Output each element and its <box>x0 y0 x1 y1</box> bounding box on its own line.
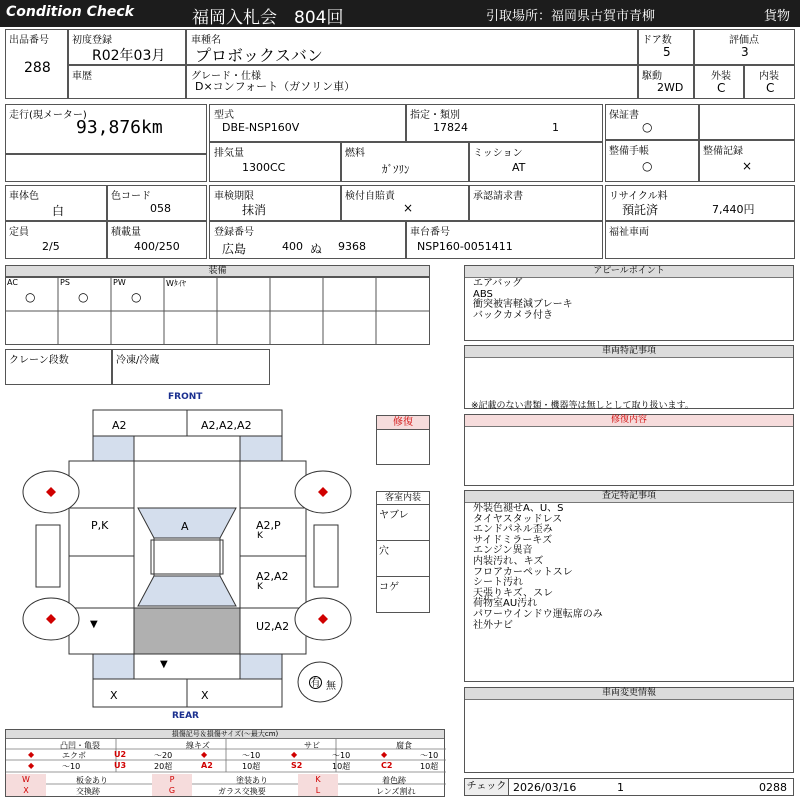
appeal-list <box>473 279 573 321</box>
spare-tire-no: 無 <box>326 681 336 692</box>
warranty-value: ○ <box>642 120 653 134</box>
car-diagram-shape <box>0 400 370 710</box>
mileage-label: 走行(現メーター) <box>9 110 87 121</box>
doors-label: ドア数 <box>642 35 672 46</box>
panel-right-front-door-sub: K <box>257 531 263 541</box>
inspection-expiry-value: 抹消 <box>242 203 267 217</box>
inspection-line: 荷物室AU汚れ <box>473 598 538 610</box>
interior-row-tear <box>377 505 429 541</box>
legend-rust-diamond-icon: ◆ <box>291 750 298 759</box>
plate-class: 400 <box>282 240 303 253</box>
legend-dent-c: ～10 <box>62 762 81 771</box>
color-value: 白 <box>52 204 65 218</box>
warranty-cell <box>605 104 699 140</box>
inspection-line: エンドパネル歪み <box>473 524 553 536</box>
recycle-fee: 7,440円 <box>712 203 755 216</box>
spare-tire-yes: 有 <box>310 678 321 689</box>
panel-right-front-door: A2,P <box>256 519 281 532</box>
equip-ac-label: AC <box>7 278 18 287</box>
warranty-extra-cell <box>699 104 795 140</box>
capacity-cell <box>5 221 107 259</box>
legend-code-key: X <box>6 785 46 796</box>
equip-ps-label: PS <box>60 278 70 287</box>
legend-panel <box>5 729 445 797</box>
name-cell <box>186 29 638 65</box>
legend-group-scratch: 線キズ <box>186 741 210 750</box>
interior-grade-label: 内装 <box>759 71 779 82</box>
grade-value: D×コンフォート（ガソリン車） <box>195 80 356 93</box>
legend-scratch-diamond-icon: ◆ <box>201 750 208 759</box>
mileage-value: 93,876km <box>76 117 163 138</box>
inspection-line: サイドミラーキズ <box>473 534 553 546</box>
capacity-label: 定員 <box>9 227 29 238</box>
vehicle-name: プロボックスバン <box>195 46 323 65</box>
legend-dent-b: ～20 <box>154 751 173 760</box>
welfare-cell <box>605 221 795 259</box>
displacement-value: 1300CC <box>242 161 286 174</box>
panel-right-rear-door: A2,A2 <box>256 570 289 583</box>
record-cell <box>699 140 795 182</box>
panel-right-rear-door-sub: K <box>257 582 263 592</box>
chassis-cell <box>406 221 603 259</box>
repair-detail-title: 修復内容 <box>465 415 793 427</box>
equip-ac-value: ○ <box>25 290 36 304</box>
legend-corrosion-code: C2 <box>381 761 393 770</box>
special-note: ※記載のない書類・機器等は無しとして取り扱います。 <box>471 401 694 411</box>
interior-row-burn-label: コゲ <box>379 582 399 593</box>
capacity-value: 2/5 <box>42 240 60 253</box>
model-value: DBE-NSP160V <box>222 121 300 134</box>
auction-title: 福岡入札会 804回 <box>192 8 344 28</box>
crane-cell <box>5 349 112 385</box>
legend-code-value: レンズ割れ <box>376 787 416 796</box>
plate-number: 9368 <box>338 240 366 253</box>
liability-value: × <box>403 201 414 215</box>
appeal-line: エアバッグ <box>473 278 523 289</box>
legend-scratch-code: A2 <box>201 761 213 770</box>
model-cell <box>209 104 406 142</box>
load-value: 400/250 <box>134 240 180 253</box>
inspection-line: 内装汚れ、キズ <box>473 555 544 567</box>
plate-label: 登録番号 <box>214 227 254 238</box>
legend-group-dent: 凸凹・亀裂 <box>60 741 100 750</box>
recycle-status: 預託済 <box>622 203 659 217</box>
displacement-label: 排気量 <box>214 148 244 159</box>
score-cell <box>694 29 795 65</box>
legend-dent-d: 20超 <box>154 762 173 771</box>
mission-value: AT <box>512 161 526 174</box>
load-label: 積載量 <box>111 227 141 238</box>
interior-grade-cell <box>744 65 795 99</box>
color-cell <box>5 185 107 221</box>
color-code-label: 色コード <box>111 191 151 202</box>
legend-code-value: 着色跡 <box>382 776 406 785</box>
legend-group-corrosion: 腐食 <box>396 741 412 750</box>
recycle-cell <box>605 185 795 221</box>
plate-cell <box>209 221 406 259</box>
legend-dent-code2: U3 <box>114 761 127 770</box>
grade-cell <box>186 65 638 99</box>
rear-label: REAR <box>172 711 199 721</box>
score-value: 3 <box>741 45 749 59</box>
check-number: 0288 <box>759 781 787 794</box>
lot-number: 288 <box>24 60 51 76</box>
legend-code-value: 交換跡 <box>76 787 100 796</box>
interior-row-hole <box>377 541 429 577</box>
fuel-value: ｶﾞｿﾘﾝ <box>382 163 410 176</box>
name-label: 車種名 <box>191 35 221 46</box>
equipment-title: 装備 <box>5 265 430 277</box>
legend-rust-d: 10超 <box>332 762 351 771</box>
inspection-panel <box>464 490 794 682</box>
brand-title: Condition Check <box>6 4 134 20</box>
inspection-line: シート汚れ <box>473 577 523 589</box>
appeal-line: ABS <box>473 288 493 300</box>
liability-cell <box>341 185 469 221</box>
lot-label: 出品番号 <box>9 35 49 46</box>
repair-box <box>376 415 430 465</box>
equipment-grid-lines <box>5 277 430 345</box>
legend-scratch-d: 10超 <box>242 762 261 771</box>
mileage-extra-cell <box>5 154 207 182</box>
front-label: FRONT <box>168 392 203 402</box>
class-number: 1 <box>552 121 559 134</box>
displacement-cell <box>209 142 341 182</box>
legend-code-row-1 <box>6 774 444 785</box>
panel-rear-left: X <box>110 689 118 702</box>
first-reg-cell <box>68 29 186 65</box>
history-label: 車歴 <box>72 71 92 82</box>
legend-code-key: K <box>298 774 338 785</box>
spec-label: 指定・類別 <box>410 110 460 121</box>
panel-left-front-door: P,K <box>91 519 109 532</box>
legend-code-key: L <box>298 785 338 796</box>
drive-value: 2WD <box>657 81 684 94</box>
legend-code-key: P <box>152 774 192 785</box>
inspection-line: 社外ナビ <box>473 619 513 631</box>
panel-front-left: A2 <box>112 419 127 432</box>
plate-area: 広島 <box>222 242 247 256</box>
legend-code-value: 塗装あり <box>236 776 268 785</box>
drive-label: 駆動 <box>642 71 662 82</box>
equip-ps-value: ○ <box>78 290 89 304</box>
load-cell <box>107 221 207 259</box>
legend-dent-a: エクボ <box>62 751 86 760</box>
appeal-line: バックカメラ付き <box>473 309 553 321</box>
legend-code-value: 板金あり <box>76 776 108 785</box>
panel-left-rear-mark: ▼ <box>90 619 98 630</box>
fuel-label: 燃料 <box>345 148 365 159</box>
manual-label: 整備手帳 <box>609 146 649 157</box>
color-label: 車体色 <box>9 191 39 202</box>
inspection-line: 外装色褪せA、U、S <box>473 503 564 514</box>
check-count: 1 <box>617 781 624 794</box>
legend-code-value: ガラス交換要 <box>218 787 266 796</box>
record-label: 整備記録 <box>703 146 743 157</box>
grade-label: グレード・仕様 <box>191 71 261 82</box>
first-reg-value: R02年03月 <box>92 48 166 64</box>
interior-row-burn <box>377 577 429 612</box>
inspection-line: エンジン異音 <box>473 545 533 557</box>
manual-value: ○ <box>642 159 653 173</box>
appeal-title: アピールポイント <box>465 266 793 278</box>
car-diagram <box>0 400 370 710</box>
header-bar <box>0 0 800 27</box>
legend-corrosion-a: ～10 <box>420 751 439 760</box>
check-date: 2026/03/16 <box>513 781 577 794</box>
chassis-label: 車台番号 <box>410 227 450 238</box>
inspection-expiry-cell <box>209 185 341 221</box>
welfare-label: 福祉車両 <box>609 227 649 238</box>
equip-pw-label: PW <box>113 278 126 287</box>
appeal-line: 衝突被害軽減ブレーキ <box>473 299 573 311</box>
fuel-cell <box>341 142 469 182</box>
legend-title: 損傷記号＆損傷サイズ(～最大cm) <box>6 730 444 739</box>
doors-cell <box>638 29 694 65</box>
inspection-line: タイヤスタッドレス <box>473 513 563 525</box>
legend-code-key: W <box>6 774 46 785</box>
history-cell <box>68 65 186 99</box>
inspection-line: フロアカーペットスレ <box>473 566 573 578</box>
freezer-label: 冷凍/冷蔵 <box>116 355 160 366</box>
spec-number: 17824 <box>433 121 468 134</box>
score-label: 評価点 <box>729 35 759 46</box>
mission-label: ミッション <box>473 148 523 159</box>
legend-corrosion-diamond-icon: ◆ <box>381 750 388 759</box>
exterior-cell <box>694 65 744 99</box>
repair-box-title: 修復 <box>377 416 429 430</box>
legend-group-rust: サビ <box>304 741 320 750</box>
warranty-label: 保証書 <box>609 110 639 121</box>
equip-wtire-label: Wﾀｲﾔ <box>166 279 186 288</box>
drive-cell <box>638 65 694 99</box>
recycle-label: リサイクル料 <box>609 191 668 202</box>
inspection-title: 査定特記事項 <box>465 491 793 503</box>
freezer-cell <box>112 349 270 385</box>
panel-front-right: A2,A2,A2 <box>201 419 252 432</box>
exterior-label: 外装 <box>711 71 731 82</box>
doors-value: 5 <box>663 45 671 59</box>
equip-pw-value: ○ <box>131 290 142 304</box>
legend-rust-a: ～10 <box>332 751 351 760</box>
repair-detail-panel <box>464 414 794 486</box>
legend-scratch-a: ～10 <box>242 751 261 760</box>
legend-code-key: G <box>152 785 192 796</box>
inspection-list <box>473 504 603 631</box>
spec-cell <box>406 104 603 142</box>
appeal-panel <box>464 265 794 341</box>
manual-cell <box>605 140 699 182</box>
equipment-grid <box>5 277 430 345</box>
pickup-location: 引取場所：福岡県古賀市青柳 <box>486 9 656 24</box>
mileage-cell <box>5 104 207 154</box>
check-row <box>464 778 794 796</box>
legend-code-row-2 <box>6 785 444 796</box>
panel-rear-right: X <box>201 689 209 702</box>
chassis-value: NSP160-0051411 <box>417 240 513 253</box>
panel-rear-center-mark: ▼ <box>160 659 168 670</box>
panel-right-rear: U2,A2 <box>256 620 290 633</box>
interior-box <box>376 491 430 613</box>
exterior-value: C <box>717 81 726 95</box>
legend-rust-code: S2 <box>291 761 303 770</box>
record-value: × <box>742 159 753 173</box>
interior-row-tear-label: ヤブレ <box>379 510 409 521</box>
inspection-line: 天張りキズ、スレ <box>473 587 554 599</box>
inspection-expiry-label: 車検期限 <box>214 191 254 202</box>
color-code-cell <box>107 185 207 221</box>
legend-corrosion-d: 10超 <box>420 762 439 771</box>
approval-cell <box>469 185 603 221</box>
approval-label: 承認請求書 <box>473 191 523 202</box>
vehicle-kind: 貨物 <box>764 9 791 24</box>
legend-diamond-icon: ◆ <box>28 750 35 759</box>
plate-kana: ぬ <box>310 242 323 256</box>
model-label: 型式 <box>214 110 234 121</box>
legend-diamond-icon-2: ◆ <box>28 761 35 770</box>
lot-cell <box>5 29 68 99</box>
change-title: 車両変更情報 <box>465 688 793 700</box>
special-title: 車両特記事項 <box>465 346 793 358</box>
legend-dent-code1: U2 <box>114 750 127 759</box>
change-panel <box>464 687 794 773</box>
first-reg-label: 初度登録 <box>72 35 112 46</box>
check-label: チェック <box>465 779 509 795</box>
interior-grade-value: C <box>766 81 775 95</box>
crane-label: クレーン段数 <box>9 355 69 366</box>
liability-label: 検付自賠責 <box>345 191 395 202</box>
interior-row-hole-label: 穴 <box>379 546 389 557</box>
mission-cell <box>469 142 603 182</box>
inspection-line: パワーウインドウ運転席のみ <box>473 608 603 620</box>
color-code-value: 058 <box>150 202 171 215</box>
interior-box-title: 客室内装 <box>377 492 429 505</box>
special-panel <box>464 345 794 409</box>
panel-hood-center: A <box>181 520 189 533</box>
